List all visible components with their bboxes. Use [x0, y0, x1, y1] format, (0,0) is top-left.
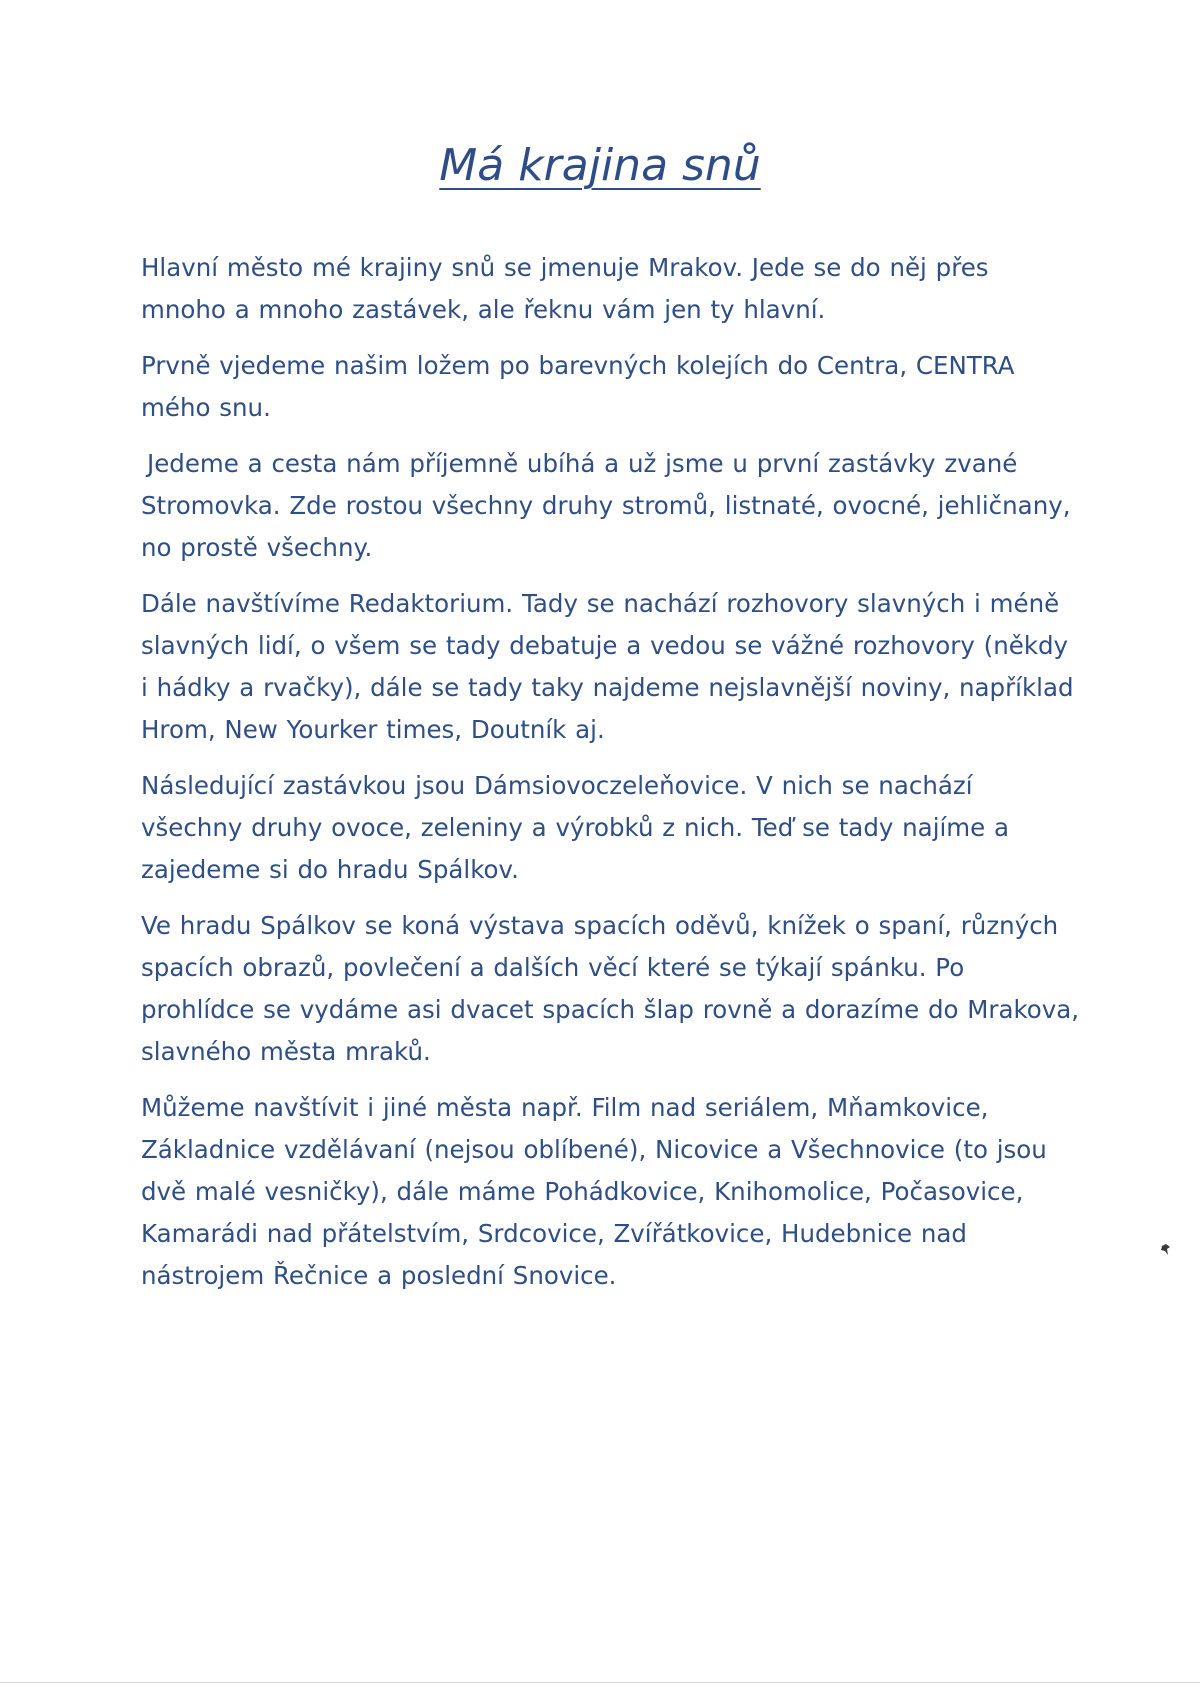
paragraph-6: Ve hradu Spálkov se koná výstava spacích oděvů, knížek o spaní, různých spacích obrazů, povlečení a dalších věcí které se týkají spánku. Po prohlídce se vydáme asi dvacet spacích šlap rovně a dorazíme do Mrakova, slavného města mraků.: [141, 911, 1080, 1066]
paragraph-4: Dále navštívíme Redaktorium. Tady se nachází rozhovory slavných i méně slavných lidí, o všem se tady debatuje a vedou se vážné rozhovory (někdy i hádky a rvačky), dále se tady taky najdeme nejslavnější noviny, například Hrom, New Yourker times, Doutník aj.: [141, 589, 1074, 744]
document-title: Má krajina snů: [439, 140, 761, 191]
scan-speck-mark: [1160, 1243, 1171, 1257]
document-body: [141, 247, 1081, 1311]
paragraph-7: Můžeme navštívit i jiné města např. Film nad seriálem, Mňamkovice, Základnice vzdělávaní (nejsou oblíbené), Nicovice a Všechnovice (to jsou dvě malé vesničky), dále máme Pohádkovice, Knihomolice, Počasovice, Kamarádi nad přátelstvím, Srdcovice, Zvířátkovice, Hudebnice nad nástrojem Řečnice a poslední Snovice.: [141, 1093, 1047, 1290]
paragraph-1: Hlavní město mé krajiny snů se jmenuje Mrakov. Jede se do něj přes mnoho a mnoho zastávek, ale řeknu vám jen ty hlavní.: [141, 253, 989, 324]
paragraph-3: Jedeme a cesta nám příjemně ubíhá a už jsme u první zastávky zvané Stromovka. Zde rostou všechny druhy stromů, listnaté, ovocné, jehličnany, no prostě všechny.: [141, 449, 1071, 562]
paragraph-2: Prvně vjedeme našim ložem po barevných kolejích do Centra, CENTRA mého snu.: [141, 351, 1015, 422]
scan-edge-line: [0, 1682, 1200, 1683]
paragraph-5: Následující zastávkou jsou Dámsiovoczeleňovice. V nich se nachází všechny druhy ovoce, zeleniny a výrobků z nich. Teď se tady najíme a zajedeme si do hradu Spálkov.: [141, 771, 1010, 884]
